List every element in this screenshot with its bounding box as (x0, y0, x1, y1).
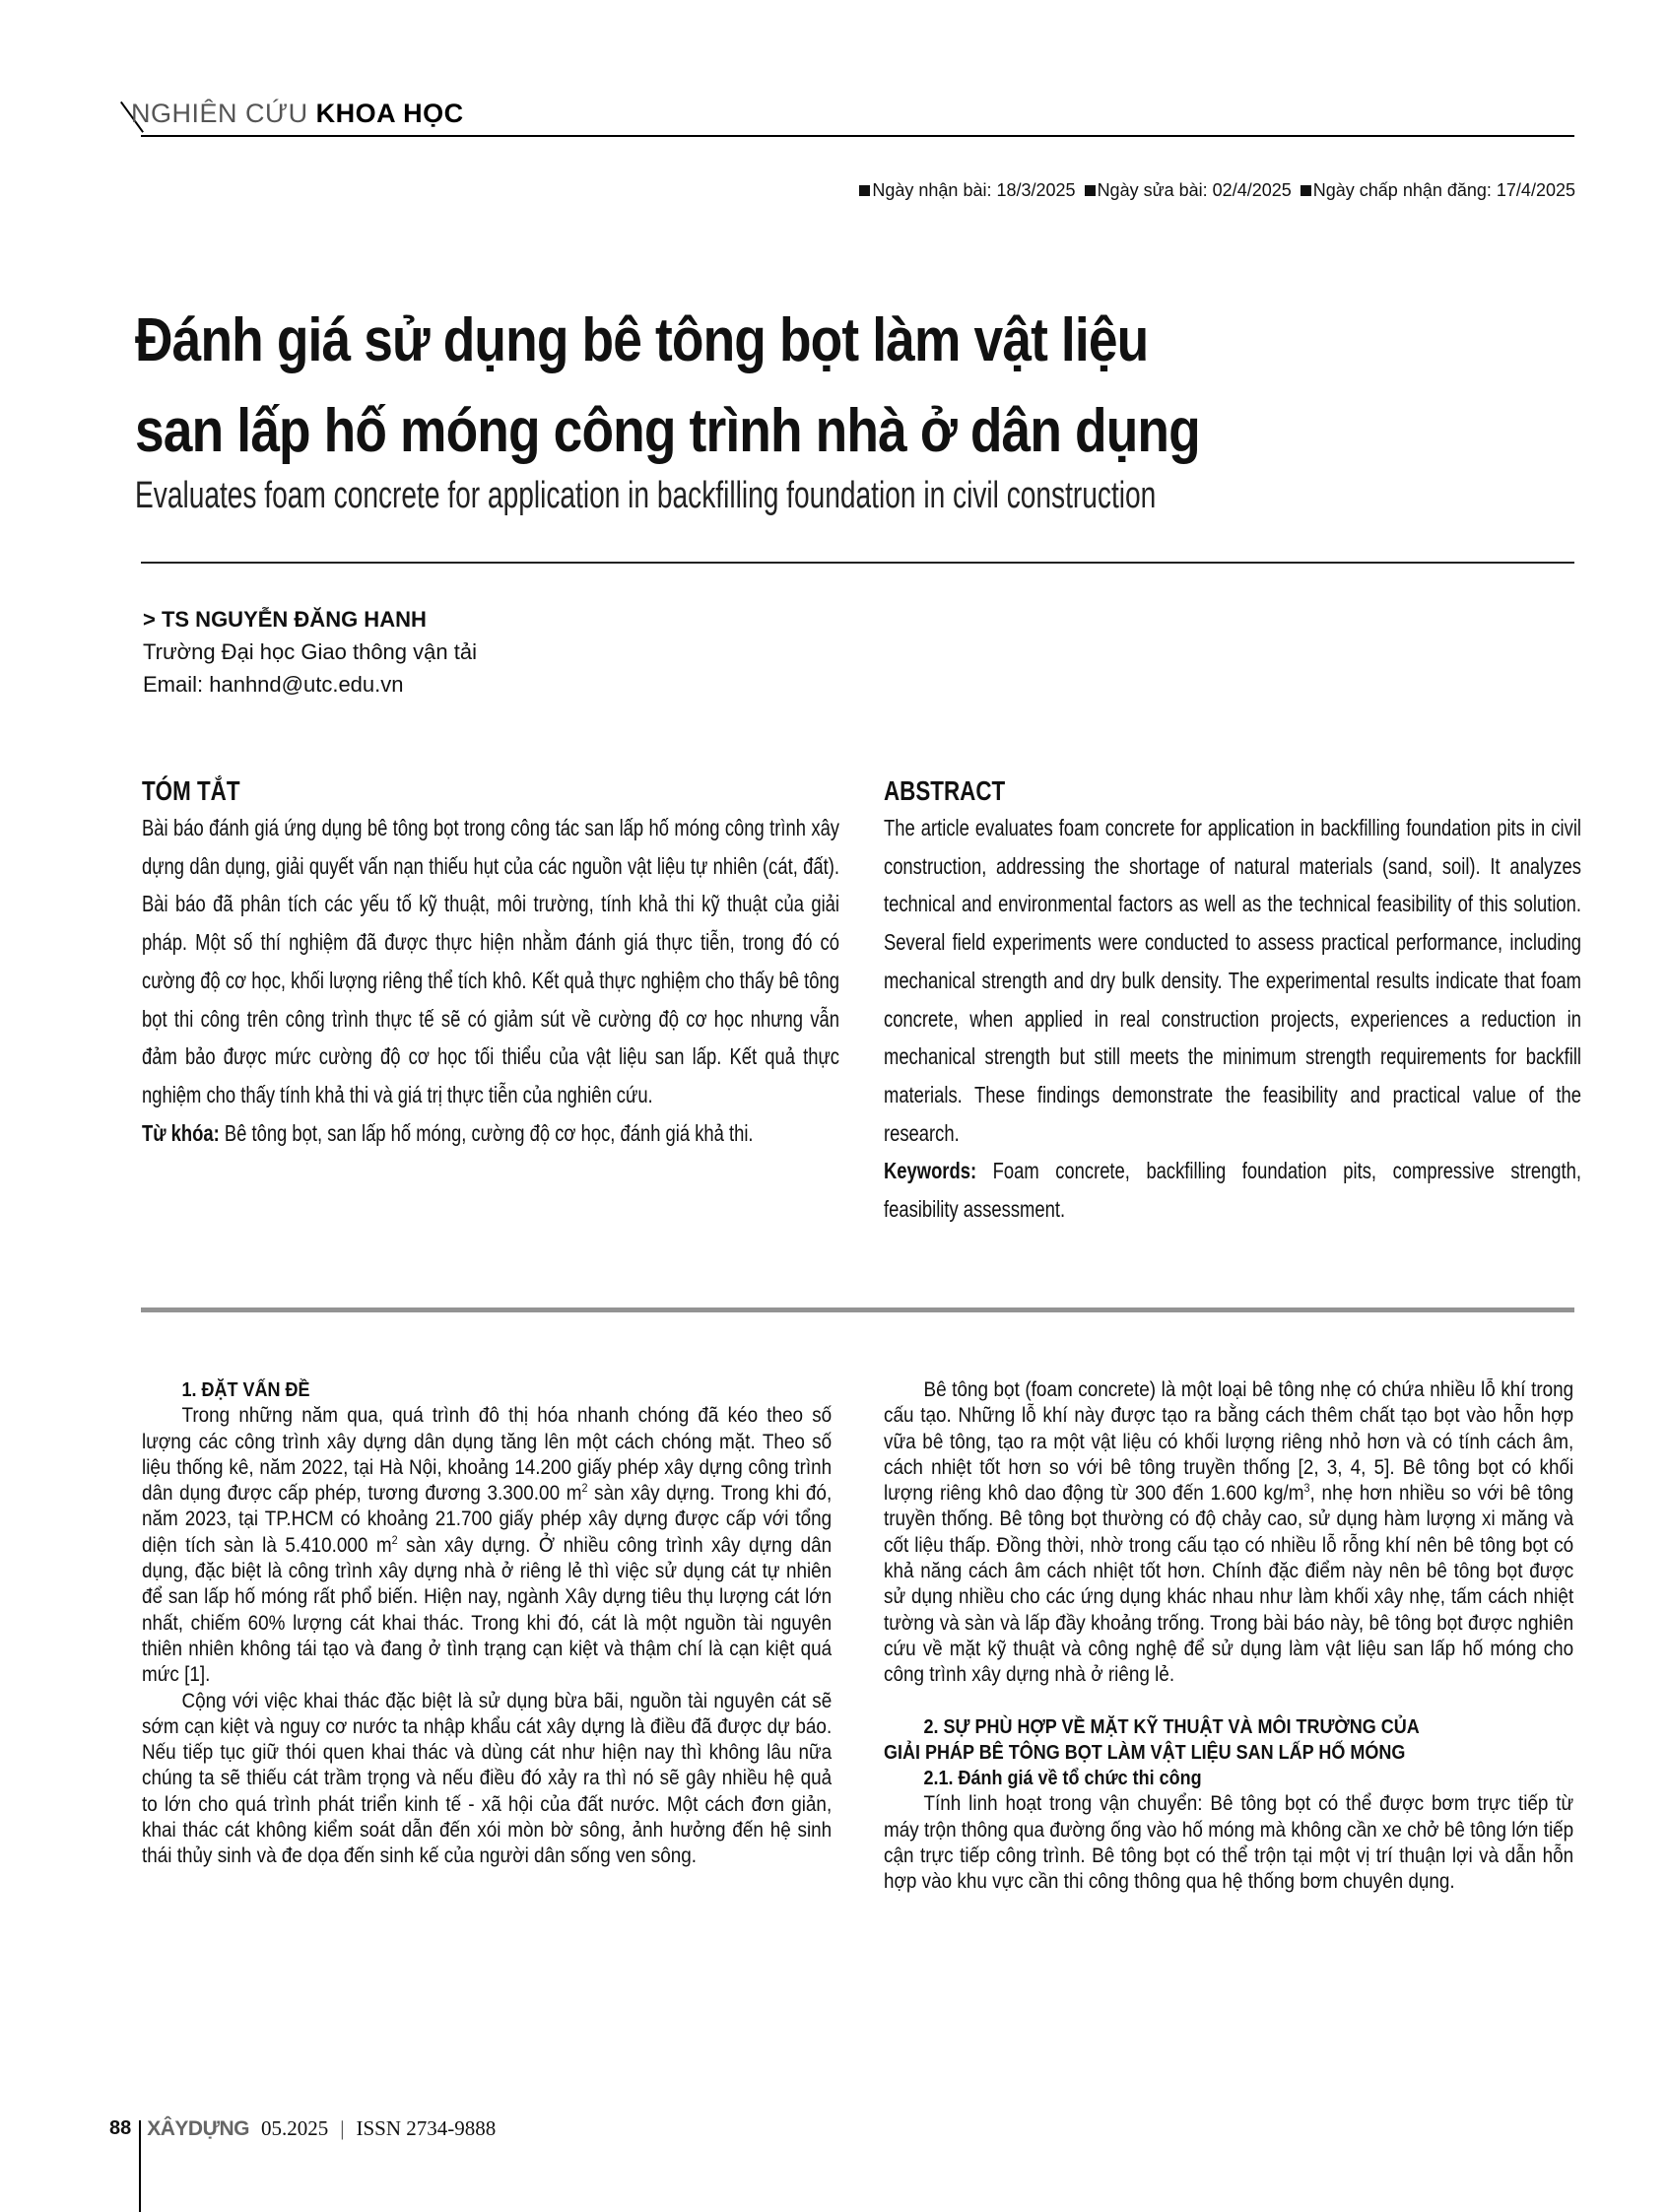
keywords-list: Foam concrete, backfilling foundation pits, compressive strength, feasibility assessment. (884, 1158, 1581, 1223)
keywords-label: Keywords: (884, 1158, 977, 1184)
date-revised: Ngày sửa bài: 02/4/2025 (1085, 180, 1292, 200)
section-2-1-heading: 2.1. Đánh giá về tổ chức thi công (923, 1768, 1202, 1790)
square-bullet-icon (859, 185, 870, 196)
paragraph: Cộng với việc khai thác đặc biệt là sử dụng bừa bãi, nguồn tài nguyên cát sẽ sớm cạn kiệt và nguy cơ nước ta nhập khẩu cát xây dựng là điều đã được dự báo. Nếu tiếp tục giữ thói quen khai thác và dùng cát như hiện nay thì không lâu nữa chúng ta sẽ thiếu cát trầm trọng và nếu điều đó xảy ra thì nó sẽ gây nhiều hệ quả to lớn cho quá trình phát triển kinh tế - xã hội của đất nước. Một cách đơn giản, khai thác cát không kiểm soát dẫn đến xói mòn bờ sông, ảnh hưởng đến hệ sinh thái thủy sinh và đe dọa đến sinh kế của người dân sống ven sông. (142, 1689, 833, 1868)
abstract-en-text: The article evaluates foam concrete for application in backfilling foundation pits in civil construction, addressing the shortage of natural materials (sand, soil). It analyzes technical and environmental factors as well as the technical feasibility of this solution. Several field experiments were conducted to assess practical performance, including mechanical strength and dry bulk density. The experimental results indicate that foam concrete, when applied in real construction projects, experiences a reduction in mechanical strength but still meets the minimum strength requirements for backfill materials. These findings demonstrate the feasibility and practical value of the research. (884, 815, 1581, 1146)
abstract-en-heading: ABSTRACT (884, 775, 1006, 806)
footer-separator: | (340, 2116, 345, 2140)
abstract-vi-text: Bài báo đánh giá ứng dụng bê tông bọt trong công tác san lấp hố móng công trình xây dựng dân dụng, giải quyết vấn nạn thiếu hụt của các nguồn vật liệu tự nhiên (cát, đất). Bài báo đã phân tích các yếu tố kỹ thuật, môi trường, tính khả thi kỹ thuật của giải pháp. Một số thí nghiệm đã được thực hiện nhằm đánh giá thực tiễn, trong đó có cường độ cơ học, khối lượng riêng thể tích khô. Kết quả thực nghiệm cho thấy bê tông bọt thi công trên công trình thực tế sẽ có giảm sút về cường độ cơ học nhưng vẫn đảm bảo được mức cường độ cơ học tối thiểu của vật liệu san lấp. Kết quả thực nghiệm cho thấy tính khả thi và giá trị thực tiễn của nghiên cứu. (142, 815, 839, 1107)
title-line-1: Đánh giá sử dụng bê tông bọt làm vật liệu (135, 306, 1149, 374)
spacer (884, 1689, 1573, 1714)
author-email: Email: hanhnd@utc.edu.vn (143, 672, 404, 697)
section-label (131, 99, 464, 129)
header-rule (141, 135, 1574, 137)
keywords-label: Từ khóa: (142, 1119, 220, 1146)
section-label-light: NGHIÊN CỨU (131, 99, 316, 128)
paragraph: Tính linh hoạt trong vận chuyển: Bê tông bọt có thể được bơm trực tiếp từ máy trộn thông qua đường ống vào hố móng mà không cần xe chở bê tông lớn tiếp cận trực tiếp công trình. Bê tông bọt có thể trộn tại một vị trí thuận lợi và dẫn hỗn hợp vào khu vực cần thi công thông qua hệ thống bơm chuyên dụng. (884, 1792, 1574, 1894)
date-accepted: Ngày chấp nhận đăng: 17/4/2025 (1301, 180, 1575, 200)
title-rule (141, 562, 1574, 564)
abstract-vi-heading: TÓM TẮT (142, 775, 240, 806)
abstract-vietnamese (142, 773, 839, 1152)
section-divider (141, 1307, 1574, 1312)
author-block (143, 603, 477, 701)
paragraph: Bê tông bọt (foam concrete) là một loại bê tông nhẹ có chứa nhiều lỗ khí trong cấu tạo. Những lỗ khí này được tạo ra bằng cách thêm chất tạo bọt vào hỗn hợp vữa bê tông, tạo ra một vật liệu có khối lượng riêng nhỏ hơn và có tính cách âm, cách nhiệt tốt hơn so với bê tông truyền thống [2, 3, 4, 5]. Bê tông bọt có khối lượng riêng khô dao động từ 300 đến 1.600 $kg/m^3$, nhẹ hơn nhiều so với bê tông truyền thống. Bê tông bọt thường có độ chảy cao, sử dụng hàm lượng xi măng và cốt liệu thấp. Đồng thời, nhờ trong cấu tạo có nhiều lỗ rỗng khí nên bê tông bọt có khả năng cách âm cách nhiệt tốt hơn. Chính đặc điểm này nên bê tông bọt được sử dụng nhiều cho các ứng dụng khác nhau như làm khối xây nhẹ, tấm cách nhiệt tường và sàn và lấp đầy khoảng trống. Trong bài báo này, bê tông bọt được nghiên cứu về mặt kỹ thuật và công nghệ để sử dụng làm vật liệu san lấp hố móng cho công trình xây dựng nhà ở riêng lẻ. (884, 1378, 1574, 1687)
page-number: 88 (109, 2117, 132, 2139)
journal-logo: XÂYDỰNG (147, 2116, 250, 2140)
article-title (135, 296, 1575, 477)
submission-dates (855, 180, 1575, 201)
section-label-bold: KHOA HỌC (315, 99, 464, 128)
body-column-right (884, 1377, 1573, 1896)
square-bullet-icon (1301, 185, 1311, 196)
section-1-heading: 1. ĐẶT VẤN ĐỀ (181, 1379, 310, 1401)
page-footer (109, 2116, 496, 2141)
keywords-list: Bê tông bọt, san lấp hố móng, cường độ cơ học, đánh giá khả thi. (219, 1119, 754, 1146)
abstract-en-keywords (884, 1152, 1581, 1228)
title-line-2: san lấp hố móng công trình nhà ở dân dụng (135, 397, 1200, 465)
author-affiliation: Trường Đại học Giao thông vận tải (143, 639, 477, 664)
issue-date: 05.2025 (261, 2116, 329, 2140)
paragraph: Trong những năm qua, quá trình đô thị hóa nhanh chóng đã kéo theo số lượng các công trình xây dựng dân dụng tăng lên một cách chóng mặt. Theo số liệu thống kê, năm 2022, tại Hà Nội, khoảng 14.200 giấy phép xây dựng công trình dân dụng được cấp phép, tương đương 3.300.00 $m^2$ sàn xây dựng. Trong khi đó, năm 2023, tại TP.HCM có khoảng 21.700 giấy phép xây dựng được cấp với tổng diện tích sàn là 5.410.000 $m^2$ sàn xây dựng. Ở nhiều công trình xây dựng dân dụng, đặc biệt là công trình xây dựng nhà ở riêng lẻ thì việc sử dụng cát tự nhiên để san lấp hố móng rất phổ biến. Hiện nay, ngành Xây dựng tiêu thụ lượng cát lớn nhất, chiếm 60% lượng cát khai thác. Trong khi đó, cát là một nguồn tài nguyên thiên nhiên không tái tạo và đang ở tình trạng cạn kiệt và thậm chí là cạn kiệt quá mức [1]. (142, 1404, 833, 1687)
date-received: Ngày nhận bài: 18/3/2025 (859, 180, 1075, 200)
author-name: > TS NGUYỄN ĐĂNG HANH (143, 607, 427, 632)
article-subtitle: Evaluates foam concrete for application in backfilling foundation in civil construction (135, 475, 1157, 516)
section-2-heading-line-2: GIẢI PHÁP BÊ TÔNG BỌT LÀM VẬT LIỆU SAN LẤP HỐ MÓNG (884, 1741, 1406, 1764)
issn: ISSN 2734-9888 (356, 2116, 497, 2140)
body-column-left (142, 1377, 832, 1870)
abstract-vi-keywords (142, 1114, 839, 1153)
abstract-english (884, 773, 1581, 1229)
square-bullet-icon (1085, 185, 1096, 196)
section-2-heading-line-1: 2. SỰ PHÙ HỢP VỀ MẶT KỸ THUẬT VÀ MÔI TRƯỜNG CỦA (923, 1715, 1420, 1738)
